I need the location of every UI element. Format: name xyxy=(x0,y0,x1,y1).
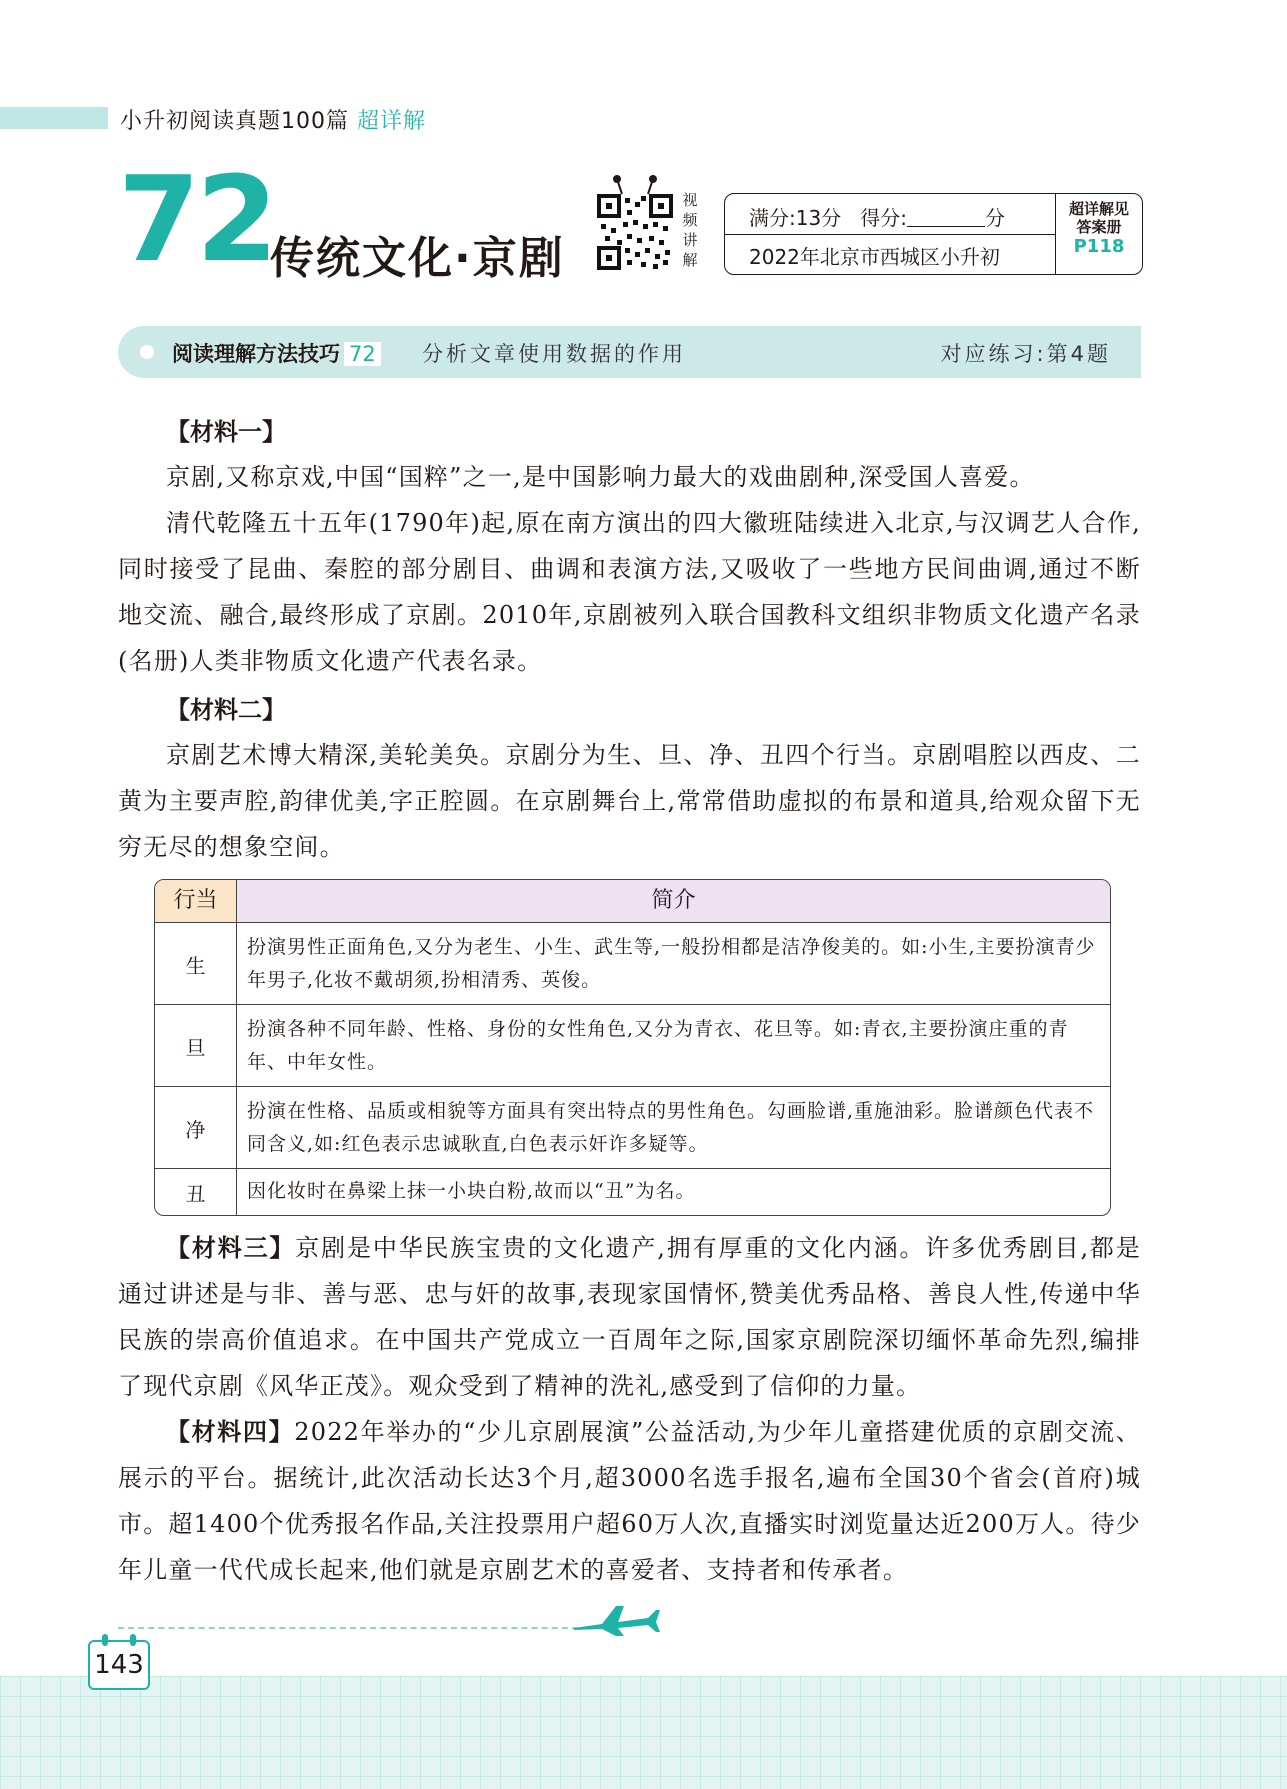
series-accent: 超详解 xyxy=(357,109,427,134)
score-info xyxy=(725,194,1056,274)
method-topic: 分析文章使用数据的作用 xyxy=(422,342,686,366)
table-row xyxy=(155,922,1110,1005)
lesson-title: 传统文化·京剧 xyxy=(270,233,565,284)
series-name: 小升初阅读真题100篇 xyxy=(120,109,349,134)
material4-paragraph xyxy=(118,1409,1141,1593)
material4-heading: 【材料四】 xyxy=(166,1417,295,1446)
material1-heading: 【材料一】 xyxy=(166,417,286,446)
score-row xyxy=(749,202,1005,231)
table-cell-desc: 扮演各种不同年龄、性格、身份的女性角色,又分为青衣、花旦等。如:青衣,主要扮演庄重的青年、中年女性。 xyxy=(247,1018,1069,1073)
table-cell-role: 旦 xyxy=(155,1005,237,1087)
qr-label-char: 视 xyxy=(682,191,698,209)
divider xyxy=(725,234,1055,235)
table-cell-role: 丑 xyxy=(155,1169,237,1216)
material2-heading: 【材料二】 xyxy=(166,695,286,724)
bullet-icon xyxy=(140,345,154,359)
answer-ref-line: 超详解见 xyxy=(1068,200,1129,218)
airplane-icon xyxy=(572,1598,662,1638)
method-label-text: 阅读理解方法技巧 xyxy=(172,342,340,366)
table-header-role: 行当 xyxy=(155,880,237,922)
qr-label-char: 解 xyxy=(682,251,698,269)
table-cell-desc: 扮演男性正面角色,又分为老生、小生、武生等,一般扮相都是洁净俊美的。如:小生,主要扮演青少年男子,化妆不戴胡须,扮相清秀、英俊。 xyxy=(247,936,1096,991)
answer-ref xyxy=(1056,194,1142,274)
material3-heading: 【材料三】 xyxy=(166,1233,296,1262)
method-number: 72 xyxy=(344,342,381,366)
qr-code-icon[interactable] xyxy=(597,194,673,270)
footer-grid xyxy=(0,1676,1287,1789)
score-unit: 分 xyxy=(985,206,1006,230)
material1-paragraph: 京剧,又称京戏,中国“国粹”之一,是中国影响力最大的戏曲剧种,深受国人喜爱。 xyxy=(166,463,1035,491)
lesson-number: 72 xyxy=(118,150,275,288)
practice-ref: 对应练习:第4题 xyxy=(940,342,1111,366)
score-label: 得分: xyxy=(860,206,908,230)
material3-text: 京剧是中华民族宝贵的文化遗产,拥有厚重的文化内涵。许多优秀剧目,都是通过讲述是与非、善与恶、忠与奸的故事,表现家国情怀,赞美优秀品格、善良人性,传递中华民族的崇高价值追求。在中国共产党成立一百周年之际,国家京剧院深切缅怀革命先烈,编排了现代京剧《风华正茂》。观众受到了精神的洗礼,感受到了信仰的力量。 xyxy=(118,1234,1141,1400)
table-row xyxy=(155,1086,1110,1169)
material1-paragraph: 清代乾隆五十五年(1790年)起,原在南方演出的四大徽班陆续进入北京,与汉调艺人合作,同时接受了昆曲、秦腔的部分剧目、曲调和表演方法,又吸收了一些地方民间曲调,通过不断地交流、融合,最终形成了京剧。2010年,京剧被列入联合国教科文组织非物质文化遗产名录(名册)人类非物质文化遗产代表名录。 xyxy=(118,509,1141,675)
table-header-desc: 简介 xyxy=(237,880,1110,922)
table-row xyxy=(155,1004,1110,1087)
header-band xyxy=(0,107,108,129)
score-box xyxy=(724,193,1143,275)
calendar-ring-icon xyxy=(130,1634,136,1646)
table-cell-desc: 扮演在性格、品质或相貌等方面具有突出特点的男性角色。勾画脸谱,重施油彩。脸谱颜色代表不同含义,如:红色表示忠诚耿直,白色表示奸诈多疑等。 xyxy=(247,1100,1095,1155)
answer-ref-line: 答案册 xyxy=(1076,218,1122,236)
material4-text: 2022年举办的“少儿京剧展演”公益活动,为少年儿童搭建优质的京剧交流、展示的平台。据统计,此次活动长达3个月,超3000名选手报名,遍布全国30个省会(首府)城市。超1400个优秀报名作品,关注投票用户超60万人次,直播实时浏览量达近200万人。待少年儿童一代代成长起来,他们就是京剧艺术的喜爱者、支持者和传承者。 xyxy=(118,1418,1142,1584)
table-cell-role: 生 xyxy=(155,923,237,1005)
calendar-ring-icon xyxy=(102,1634,108,1646)
method-bar xyxy=(118,326,1141,378)
page-number xyxy=(88,1640,150,1690)
series-title xyxy=(120,104,426,135)
exam-source: 2022年北京市西城区小升初 xyxy=(749,245,1000,269)
qr-label-char: 讲 xyxy=(682,231,698,249)
qr-label xyxy=(680,190,700,270)
table-cell-desc: 因化妆时在鼻梁上抹一小块白粉,故而以“丑”为名。 xyxy=(247,1180,696,1202)
qr-label-char: 频 xyxy=(682,211,698,229)
method-label xyxy=(172,338,381,368)
material3-paragraph xyxy=(118,1225,1141,1409)
page-number-text: 143 xyxy=(94,1650,144,1680)
material2-paragraph: 京剧艺术博大精深,美轮美奂。京剧分为生、旦、净、丑四个行当。京剧唱腔以西皮、二黄为主要声腔,韵律优美,字正腔圆。在京剧舞台上,常常借助虚拟的布景和道具,给观众留下无穷无尽的想象空间。 xyxy=(118,741,1141,861)
antenna-icon xyxy=(612,174,658,196)
role-table xyxy=(154,879,1111,1216)
score-blank[interactable] xyxy=(907,208,985,227)
dashed-divider xyxy=(118,1627,588,1629)
table-row xyxy=(155,1168,1110,1216)
full-score: 满分:13分 xyxy=(749,206,842,230)
answer-page: P118 xyxy=(1073,236,1125,257)
table-cell-role: 净 xyxy=(155,1087,237,1169)
